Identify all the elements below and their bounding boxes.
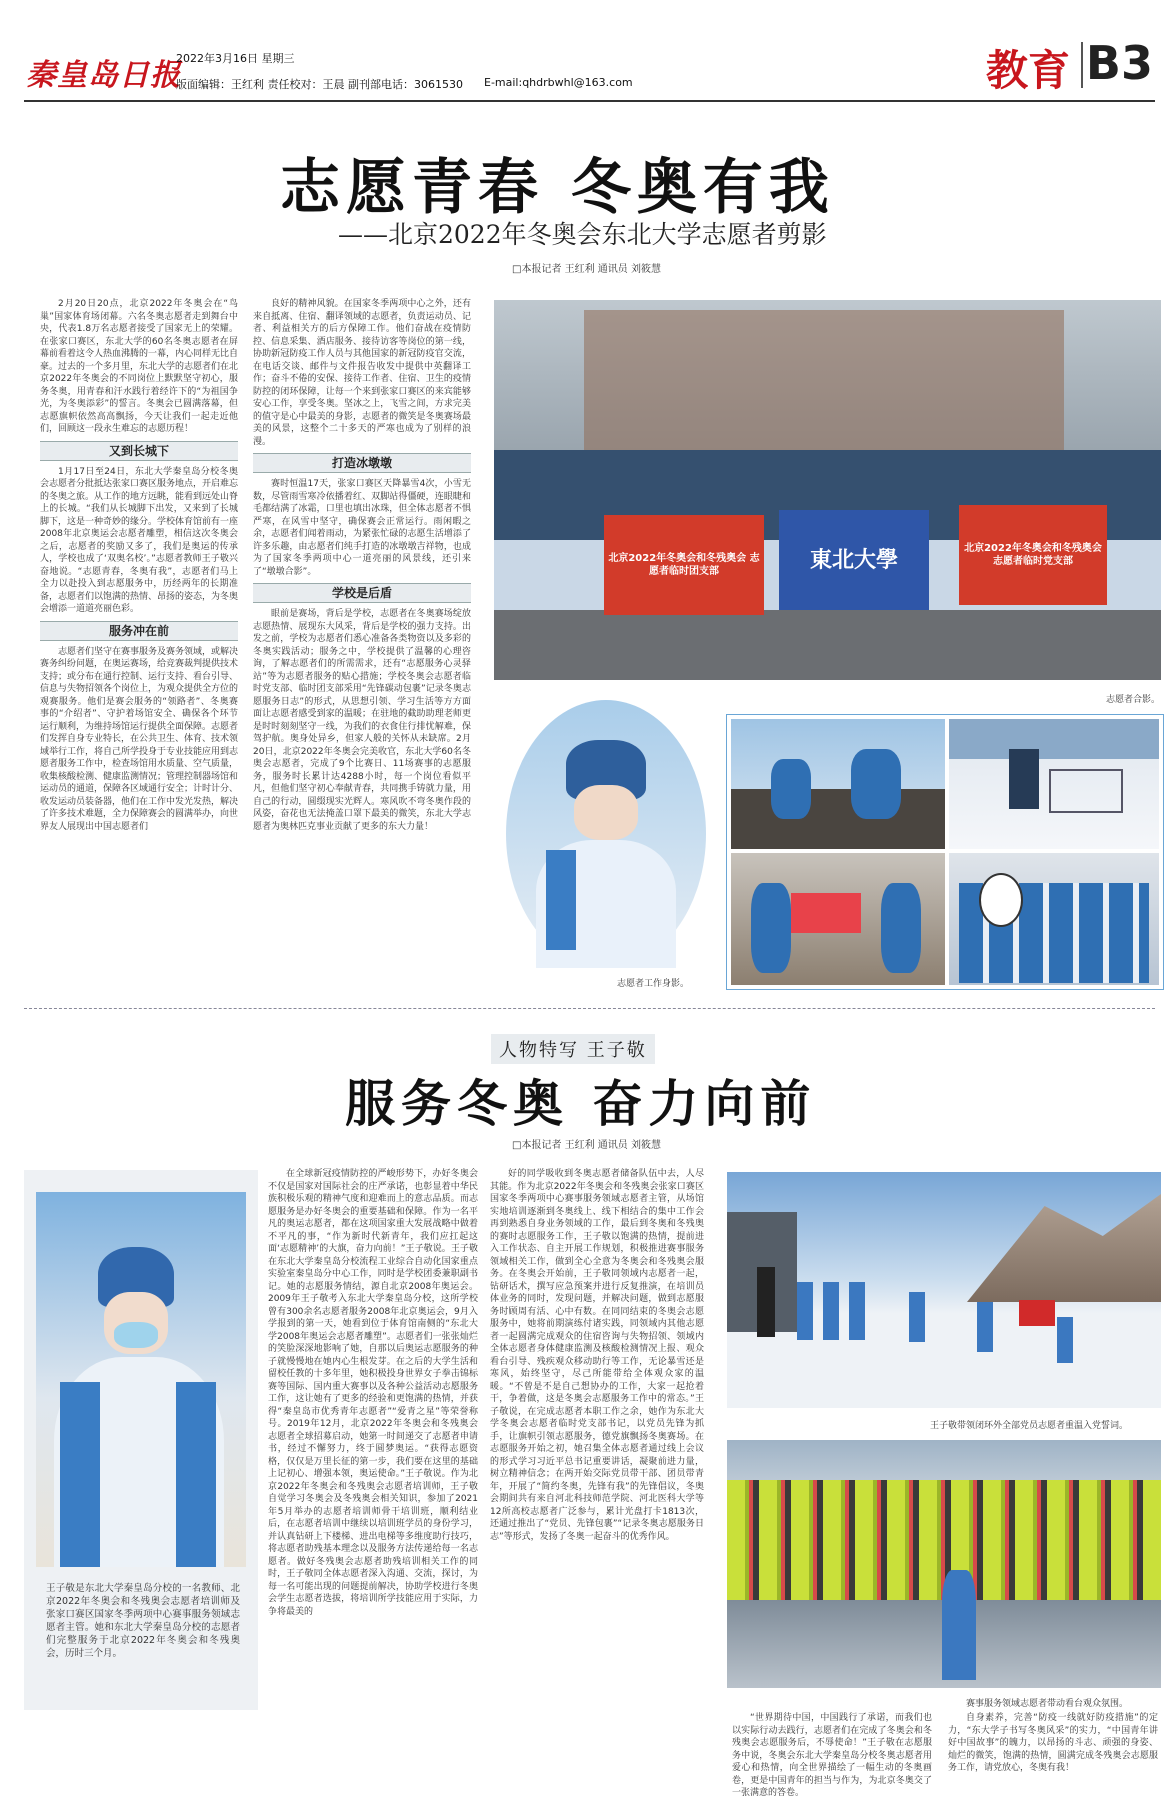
article1-section-bing-dwen-dwen: 赛时恒温17天，张家口赛区天降暴雪4次，小雪无数，尽管雨雪寒冷依播着红、双脚站得僵硬，连眼睫和毛都结满了冰霜，口里也填出冰珠，但全体志愿者不惧严寒，在风雪中坚守，确保赛会正常运行。雨闲暇之余，志愿者们闻着雨动，为紧张忙碌的志愿生活增添了许多乐趣，由志愿者们纯手打造的冰墩墩吉祥物，也成为了国家冬季两项中心一道亮丽的风景线，还引来了“墩墩合影”。: [253, 479, 471, 577]
header-rule: [24, 100, 1155, 102]
article1-col2-top: 良好的精神风貌。在国家冬季两项中心之外，还有来自抵离、住宿、翻译领域的志愿者，负责运动员、记者、利益相关方的后方保障工作。他们奋战在疫情防控、信息采集、酒店服务、接待访客等岗位的第一线，协助新冠防疫工作人员与其他国家的新冠防疫官交流，在电话交谈、邮件与文件报告收发中提供中英翻译工作；奋斗不倦的安保、接待工作者、住宿、卫生的疫情防控的闭环保障，让每一个来到张家口赛区的来宾能够安心工作，享受冬奥。坚冰之上，飞雪之间，方求完美的值守是心中最美的身影，志愿者的微笑是冬奥赛场最美的风景，这整个二十多天的严寒也成为了别样的浪漫。: [253, 299, 471, 447]
wang-zijing-portrait: [36, 1192, 246, 1567]
subhead-service: 服务冲在前: [40, 621, 238, 641]
article1-intro: 2月20日20点，北京2022年冬奥会在“鸟巢”国家体育场闭幕。六名冬奥志愿者走到舞台中央，代表1.8万名志愿者接受了国家无上的荣耀。在张家口赛区，东北大学的60名冬奥志愿者在屏幕前看着这令人热血沸腾的一幕，内心同样无比自豪。过去的一个多月里，东北大学的志愿者们在北京2022年冬奥会的不同岗位上默默坚守初心，服务冬奥，用青春和汗水践行着经许下的“为祖国争光，为冬奥添彩”的誓言。冬奥会已圆满落幕，但志愿旗帜依然高高飘扬，今天让我们一起走近他们，回顾这一段永生难忘的志愿历程！: [40, 299, 239, 434]
flag-oath-photo: [727, 1172, 1161, 1408]
caption-flag-oath: 王子敬带领闭环外全部党员志愿者重温入党誓词。: [930, 1421, 1129, 1431]
article-divider: [24, 1008, 1155, 1009]
article2-col1-text: 在全球新冠疫情防控的严峻形势下，办好冬奥会不仅是国家对国际社会的庄严承诺，也彰显着中华民族积极乐观的精神气度和迎难而上的意志品质。而志愿服务是办好冬奥会的重要基础和保障。作为一名平凡的奥运志愿者，都在这项国家重大发展战略中做着不平凡的事，“作为新时代新青年，我们应扛起这面‘志愿精神’的大旗，奋力向前！”王子敬说。王子敬在东北大学秦皇岛分校流程工业综合自动化国家重点实验室秦皇岛分中心工作，同时是学校团委兼职副书记。她的志愿服务情结，源自北京2008年奥运会。2009年王子敬考入东北大学秦皇岛分校，这所学校曾有300余名志愿者服务2008年北京奥运会，9月入学报到的第一天，她看到位于体育馆南侧的“东北大学2008年奥运会志愿者雕塑”。志愿者们一张张灿烂的笑脸深深地影响了她，自那以后奥运志愿服务的种子就慢慢地在她内心生根发芽。在之后的大学生活和留校任教的十多年里，她积极投身世界女子拳击锦标赛等国际、国内重大赛事以及各种公益活动志愿服务工作，这让她有了更多的经验和更饱满的热情，并获得“秦皇岛市优秀青年志愿者”“爱青之星”等荣誉称号。2019年12月，北京2022年冬奥会和冬残奥会志愿者全球招募启动，她第一时间递交了志愿者申请书，经过不懈努力，终于圆梦奥运。“获得志愿资格，仅仅是万里长征的第一步，我们要在这里的基础上记初心、增强本领，奥运使命。”王子敬说。作为北京2022年冬奥会和冬残奥会志愿者培训师，王子敬自觉学习冬奥会及冬残奥会相关知识，参加了2021年5月举办的志愿者培训师骨干培训班，顺利结业后，在志愿者培训中继续以培训班学员的身份学习，并认真钻研上下楼梯、进出电梯等多维度助行技巧，将志愿者助残基本理念以及服务方法传递给每一名志愿者。做好冬残奥会志愿者助残培训相关工作的同时，王子敬同全体志愿者深入沟通、交流，探讨，为每一名可能出现的问题提前解决，协助学校进行冬奥会学生志愿者选拔，将培训所学技能应用于实际，力争将最美的: [268, 1169, 478, 1617]
article1-byline: □本报记者 王红利 通讯员 刘筱慧: [512, 264, 661, 275]
article1-subtitle: ——北京2022年冬奥会东北大学志愿者剪影: [338, 220, 827, 249]
article2-col3-text: “世界期待中国，中国践行了承诺，而我们也以实际行动去践行，志愿者们在完成了冬奥会和冬残奥会志愿服务后，不辱使命！”王子敬在志愿服务中说，冬奥会东北大学秦皇岛分校冬奥志愿者用爱心和热情，向全世界描绘了一幅生动的冬奥画卷，更是中国青年的担当与作为，为北京冬奥交了一张满意的答卷。: [732, 1713, 932, 1798]
article2-col2-text: 好的同学吸收到冬奥志愿者储备队伍中去，人尽其能。作为北京2022年冬奥会和冬残奥会张家口赛区国家冬季两项中心赛事服务领域志愿者主管，从场馆实地培训逐渐到冬奥线上、线下相结合的集中工作会再到熟悉自身业务领域的工作，最后到冬奥和冬残奥的赛时志愿服务工作，王子敬以饱满的热情，提前进入工作状态、自主开展工作规划，积极推进赛事服务领域相关工作，做到全心全意为冬奥会和冬残奥会服务。在冬奥会开始前，王子敬同领域内志愿者一起，钻研话术，撰写应急预案并进行反复推演，在培训员体业务的同时，发现问题，并解决问题，做到志愿服务时顾周有活、心中有数。在同同结束的冬奥会志愿服务中，她将前期演练付诸实践，同领域内其他志愿者一起圆满完成观众的住宿咨询与失物招领、领域内全体志愿者身体健康监测及核酸检测情况上报、观众看台引导、残疾观众移动助行等工作，无论暴雪还是寒风，始终坚守，尽己所能带给全体观众家的温暖。“不曾是不是自己想协办的工作，大家一起抢着干，争着做，这是冬奥会志愿服务工作中的常态。”王子敬说，在完成志愿者本职工作之余，她作为东北大学冬奥会志愿者临时党支部书记，以党员先锋为抓手，让旗帜引领志愿服务，德党旗飘扬冬奥赛场。在志愿服务开始之初，她召集全体志愿者通过线上会议的形式学习习近平总书记重要讲话，凝聚前进力量，树立精神信念；在两开始交际党员带干部、团员带青年，开展了“简约冬奥，先锋有我”的先锋倡议，冬奥会期间共有来自河北科技师范学院、河北医科大学等12所高校志愿者广泛参与，累计光盘打卡1813次，还通过推出了“党员、先锋包裹”“记录冬奥志愿服务日志”等形式，发扬了冬奥一起奋斗的优秀作风。: [490, 1169, 704, 1542]
contact-email: E-mail:qhdrbwhl@163.com: [484, 76, 633, 89]
portrait-panel: [24, 1170, 258, 1710]
portrait-caption: 王子敬是东北大学秦皇岛分校的一名教师、北京2022年冬奥会和冬残奥会志愿者培训师及张家口赛区国家冬季两项中心赛事服务领域志愿者主管。她和东北大学秦皇岛分校的志愿者们完整服务于北京2022年冬奥会和冬残奥会，历时三个月。: [46, 1583, 240, 1659]
crowd-cheering-photo: [727, 1440, 1161, 1688]
issue-date: 2022年3月16日 星期三: [176, 52, 295, 65]
article2-column-4-bottom: [948, 1712, 1158, 1786]
article2-column-3-bottom: [732, 1712, 932, 1798]
work-photo-3: [731, 853, 945, 985]
newspaper-masthead: 秦皇岛日报: [26, 58, 181, 93]
article1-title: 志愿青春 冬奥有我: [280, 153, 835, 223]
subhead-bing-dwen-dwen: 打造冰墩墩: [253, 453, 471, 473]
work-photo-4: [949, 853, 1159, 985]
caption-crowd-cheering: 赛事服务领域志愿者带动看台观众氛围。: [966, 1699, 1129, 1709]
article1-section-school-support: 眼前是赛场，背后是学校，志愿者在冬奥赛场绽放志愿热情、展现东大风采，背后是学校的强力支持。出发之前，学校为志愿者们悉心准备各类物资以及多彩的冬奥实践活动；服务之中，学校提供了温馨的心理咨询，了解志愿者们的所需需求，还有“志愿服务心灵驿站”等为志愿者服务的贴心措施；学校冬奥会志愿者临时党支部、临时团支部采用“先锋碳动包裹”记录冬奥志愿服务日志”的形式，从思想引领、学习生活等方方面面让志愿者感受到家的温暖；在驻地的截助助理老师更是时时刻刻坚守一线，为我们的衣食住行排忧解难，保驾护航。奥身处异乡，但家人般的关怀从未缺席。2月20日，北京2022年冬奥会完美收官，东北大学60名冬奥会志愿者，完成了9个比赛日、11场赛事的志愿服务，服务时长累计达4288小时，每一个岗位看似平凡，但他们坚守初心奉献青春，共同携手铸就力量，用自己的行动，圆缀现实光辉人。寒风吹不弯冬奥作段的风姿，奋花也无法掩盖口罩下最美的微笑，东北大学志愿者为奥林匹克事业贡献了更多的东大力量！: [253, 609, 471, 832]
article1-column-2: [253, 298, 471, 992]
volunteer-portrait-circle: [506, 700, 706, 968]
caption-group-photo: 志愿者合影。: [1106, 695, 1161, 705]
banner-party-branch: 北京2022年冬奥会和冬残奥会 志愿者临时党支部: [959, 505, 1107, 605]
banner-neu: 東北大學: [779, 510, 929, 610]
feature-kicker: 人物特写 王子敬: [491, 1034, 655, 1064]
page-number: B3: [1085, 36, 1153, 90]
work-photo-2: [949, 719, 1159, 849]
article2-col4-text: 自身素养，完善“防疫一线就好防疫措施”的定力，“东大学子书写冬奥风采”的实力，“中国青年讲好中国故事”的魄力，以昂扬的斗志、顽强的身姿、灿烂的微笑，饱满的热情，圆满完成冬残奥会志愿服务工作，请党放心，冬奥有我！: [948, 1713, 1158, 1773]
work-photo-grid: [726, 714, 1164, 990]
work-photo-1: [731, 719, 945, 849]
section-divider: [1081, 42, 1083, 88]
banner-youth-league-branch: 北京2022年冬奥会和冬残奥会 志愿者临时团支部: [604, 515, 764, 615]
caption-work-photos: 志愿者工作身影。: [617, 979, 690, 989]
article2-title: 服务冬奥 奋力向前: [345, 1074, 817, 1133]
editor-credits: 版面编辑：王红利 责任校对：王晨 副刊部电话：3061530: [176, 78, 463, 91]
subhead-school-support: 学校是后盾: [253, 583, 471, 603]
article2-column-2: [490, 1168, 704, 1784]
article1-section-great-wall: 1月17日至24日，东北大学秦皇岛分校冬奥会志愿者分批抵达张家口赛区服务地点，开启难忘的冬奥之旅。从工作的地方远眺，能看到远处山脊上的长城。“我们从长城脚下出发，又来到了长城脚下，这是一种奇妙的缘分。学校体育馆前有一座2008年北京奥运会志愿者雕塑，相信这次冬奥会之后，志愿者的奖励又多了，我们是奥运的传承人，学校也成了‘双奥名校’。”志愿者教师王子敬兴奋地说。“志愿青春，冬奥有我”，志愿者们马上全力以赴投入到志愿服务中，历经两年的长期准备，志愿者们以饱满的热情、昂扬的姿态，为冬奥会增添一道道亮丽色彩。: [40, 466, 239, 614]
article1-column-1: [40, 298, 238, 992]
subhead-great-wall: 又到长城下: [40, 441, 238, 461]
article2-column-1: [268, 1168, 478, 1784]
group-photo: [494, 300, 1161, 680]
article1-section-service: 志愿者们坚守在赛事服务及赛务领域，或解决赛务纠纷问题，在奥运赛场，给竞赛裁判提供技术支持；或分布在通行控制、运行支持、看台引导、信息与失物招领各个岗位上，为观众提供全方位的观赛服务。他们是赛会服务的“领路者”、冬奥赛事的“介绍者”、守护着场馆安全、确保各个环节运行顺利，为维持场馆运行提供全面保障。志愿者们发挥自身专业特长，在公共卫生、体育、技术领域举行工作，将自己所学投身于专业技能应用到志愿者服务工作中，检查场馆用水质量、空气质量，收集核酸检测、健康监测情况；管理控制器场馆和运动员的通道，保障各区域通行安全；计时计分、收发运动员装备器，他们在工作中发光发热，解决了许多技术难题，全力保障赛会的圆满举办，向世界友人展现出中国志愿者们: [40, 646, 239, 832]
section-name: 教育: [985, 46, 1070, 95]
article2-byline: □本报记者 王红利 通讯员 刘筱慧: [512, 1140, 661, 1151]
